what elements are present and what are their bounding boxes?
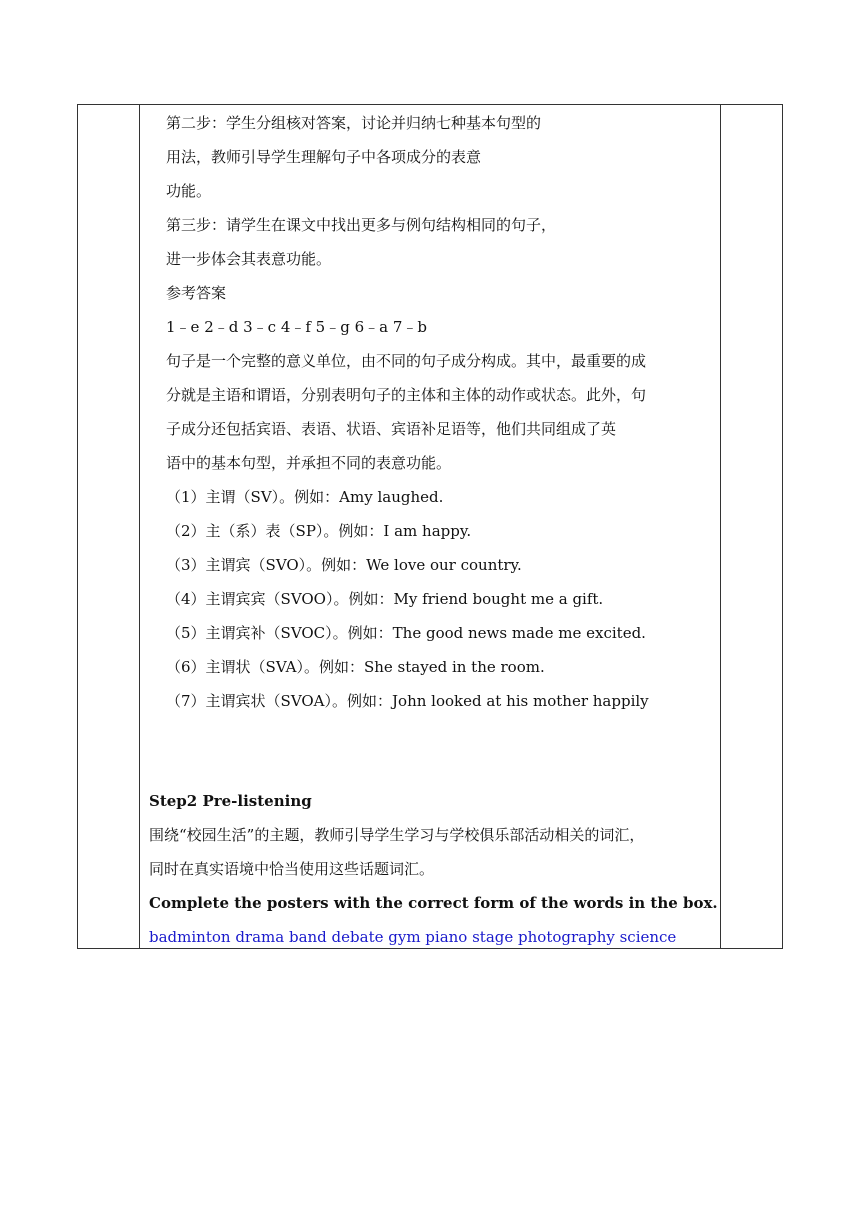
pattern-svoc: （5）主谓宾补（SVOC）。例如：The good news made me excited. — [166, 624, 646, 642]
step-two-line-2: 用法，教师引导学生理解句子中各项成分的表意 — [166, 148, 482, 166]
main-content-cell — [149, 105, 723, 948]
answer-key-heading: 参考答案 — [166, 284, 227, 302]
exercise-instruction: Complete the posters with the correct form of the words in the box. — [149, 894, 718, 912]
explanation-line-2: 分就是主语和谓语，分别表明句子的主体和主体的动作或状态。此外，句 — [166, 386, 647, 404]
step-three-line-1: 第三步：请学生在课文中找出更多与例句结构相同的句子， — [166, 216, 557, 234]
explanation-line-1: 句子是一个完整的意义单位，由不同的句子成分构成。其中，最重要的成 — [166, 352, 647, 370]
step-two-line-3: 功能。 — [166, 182, 212, 200]
step2-description-line-1: 围绕“校园生活”的主题，教师引导学生学习与学校俱乐部活动相关的词汇， — [149, 826, 645, 844]
lesson-plan-table — [77, 104, 783, 949]
pattern-sp: （2）主（系）表（SP）。例如：I am happy. — [166, 522, 472, 540]
word-box: badminton drama band debate gym piano stage photography science — [149, 928, 677, 946]
step-three-line-2: 进一步体会其表意功能。 — [166, 250, 332, 268]
step2-heading: Step2 Pre-listening — [149, 792, 312, 810]
pattern-svo: （3）主谓宾（SVO）。例如：We love our country. — [166, 556, 522, 574]
step-two-line-1: 第二步：学生分组核对答案，讨论并归纳七种基本句型的 — [166, 114, 542, 132]
left-column-cell — [78, 105, 140, 948]
pattern-sv: （1）主谓（SV）。例如：Amy laughed. — [166, 488, 444, 506]
pattern-svoo: （4）主谓宾宾（SVOO）。例如：My friend bought me a gift. — [166, 590, 604, 608]
pattern-svoa: （7）主谓宾状（SVOA）。例如：John looked at his mother happily — [166, 692, 649, 710]
step2-description-line-2: 同时在真实语境中恰当使用这些话题词汇。 — [149, 860, 435, 878]
explanation-line-3: 子成分还包括宾语、表语、状语、宾语补足语等，他们共同组成了英 — [166, 420, 617, 438]
answer-key-values: 1﹣e 2﹣d 3﹣c 4﹣f 5﹣g 6﹣a 7﹣b — [166, 318, 427, 336]
right-column-cell — [720, 105, 782, 948]
explanation-line-4: 语中的基本句型，并承担不同的表意功能。 — [166, 454, 452, 472]
pattern-sva: （6）主谓状（SVA）。例如：She stayed in the room. — [166, 658, 545, 676]
